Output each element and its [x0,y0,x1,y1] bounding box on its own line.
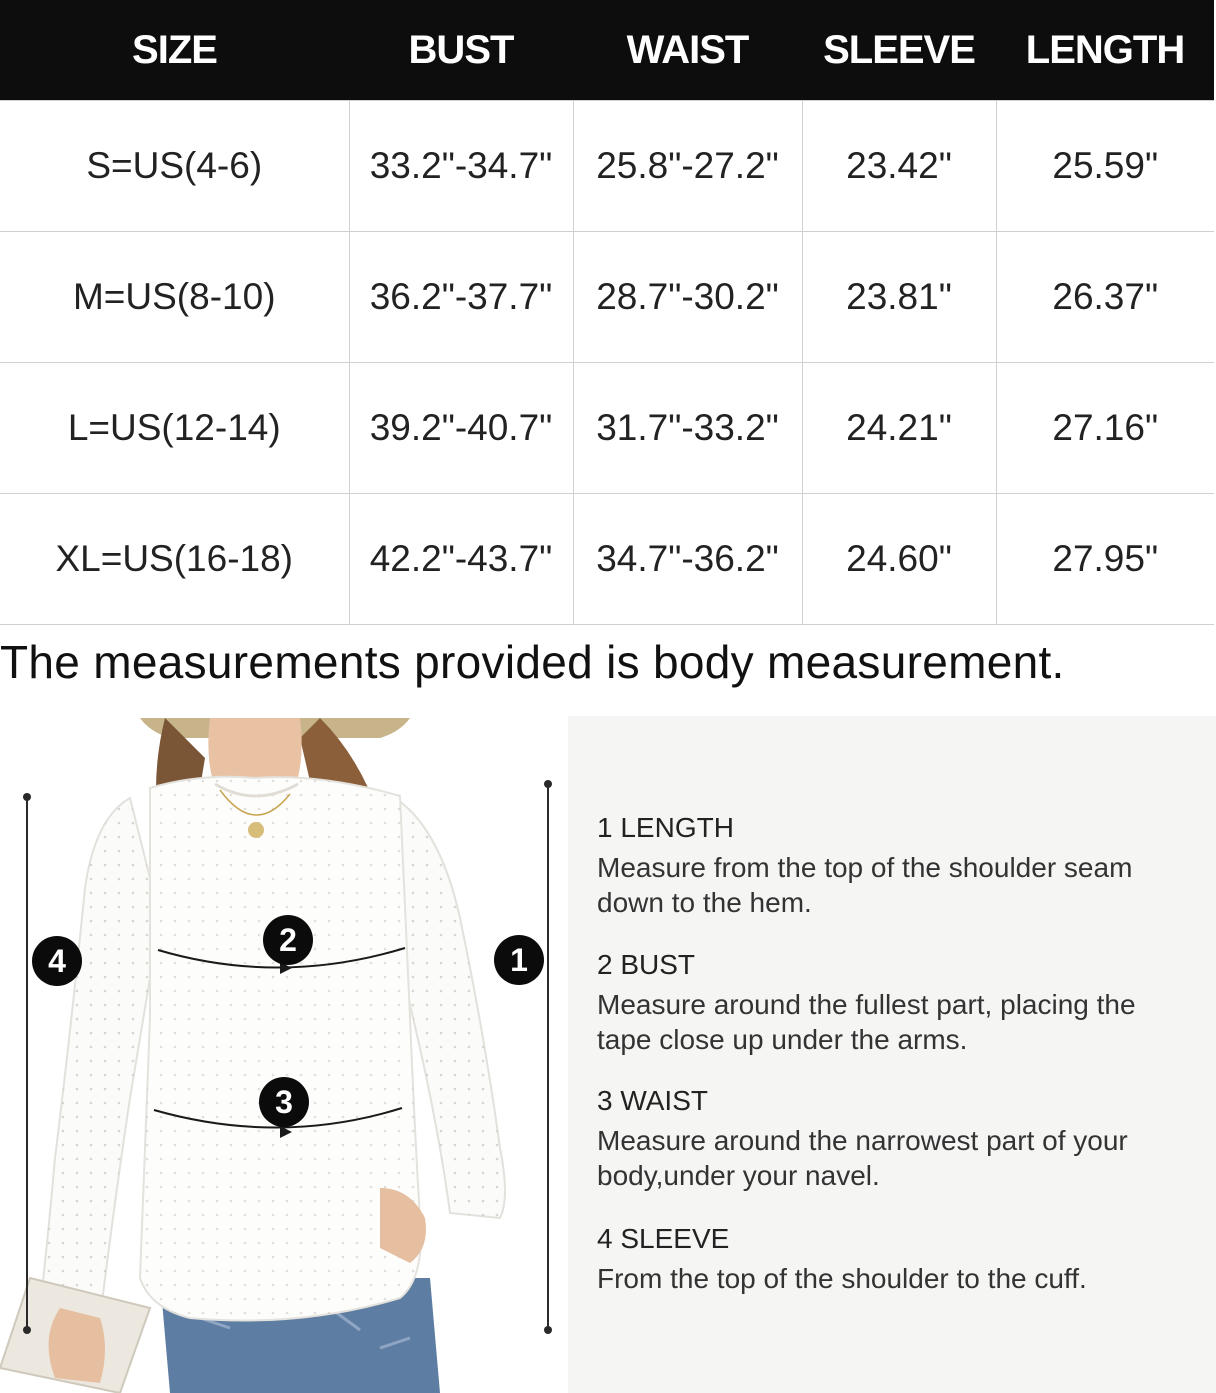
cell-waist: 31.7"-33.2" [573,363,802,494]
guide-text: Measure from the top of the shoulder seam down to the hem. [597,852,1133,918]
guide-title: 4 SLEEVE [597,1223,730,1254]
cell-size: M=US(8-10) [0,232,349,363]
hand [49,1308,105,1383]
cell-bust: 33.2"-34.7" [349,101,573,232]
cell-waist: 34.7"-36.2" [573,494,802,625]
table-row [0,363,1214,494]
guide-text: Measure around the fullest part, placing the tape close up under the arms. [597,989,1136,1055]
guide-text: From the top of the shoulder to the cuff. [597,1263,1087,1294]
model-photo [0,718,568,1393]
cell-length: 25.59" [996,101,1214,232]
table-row [0,232,1214,363]
guide-bust [597,949,1197,1057]
cell-bust: 39.2"-40.7" [349,363,573,494]
cell-sleeve: 24.60" [802,494,996,625]
body-measurement-note: The measurements provided is body measurement. [0,636,1065,688]
guide-waist [597,1085,1197,1193]
header-waist: WAIST [573,0,802,101]
cell-sleeve: 23.81" [802,232,996,363]
cell-bust: 36.2"-37.7" [349,232,573,363]
size-chart-table [0,0,1214,625]
guide-title: 1 LENGTH [597,812,734,843]
cell-size: S=US(4-6) [0,101,349,232]
cell-length: 26.37" [996,232,1214,363]
table-header-row [0,0,1214,101]
cell-sleeve: 24.21" [802,363,996,494]
cell-waist: 28.7"-30.2" [573,232,802,363]
marker-length: 1 [494,935,544,985]
header-length: LENGTH [996,0,1214,101]
header-size: SIZE [0,0,349,101]
header-sleeve: SLEEVE [802,0,996,101]
guide-title: 2 BUST [597,949,696,980]
cell-size: L=US(12-14) [0,363,349,494]
table-row [0,101,1214,232]
guide-sleeve [597,1223,1197,1296]
model-illustration [0,718,568,1393]
cell-sleeve: 23.42" [802,101,996,232]
marker-bust: 2 [263,915,313,965]
marker-sleeve: 4 [32,936,82,986]
cell-waist: 25.8"-27.2" [573,101,802,232]
guide-length [597,812,1197,920]
cell-bust: 42.2"-43.7" [349,494,573,625]
header-bust: BUST [349,0,573,101]
guide-text: Measure around the narrowest part of your body,under your navel. [597,1125,1128,1191]
table-row [0,494,1214,625]
cell-size: XL=US(16-18) [0,494,349,625]
cell-length: 27.95" [996,494,1214,625]
measurement-guide [568,716,1216,1393]
guide-title: 3 WAIST [597,1085,708,1116]
cell-length: 27.16" [996,363,1214,494]
marker-waist: 3 [259,1077,309,1127]
